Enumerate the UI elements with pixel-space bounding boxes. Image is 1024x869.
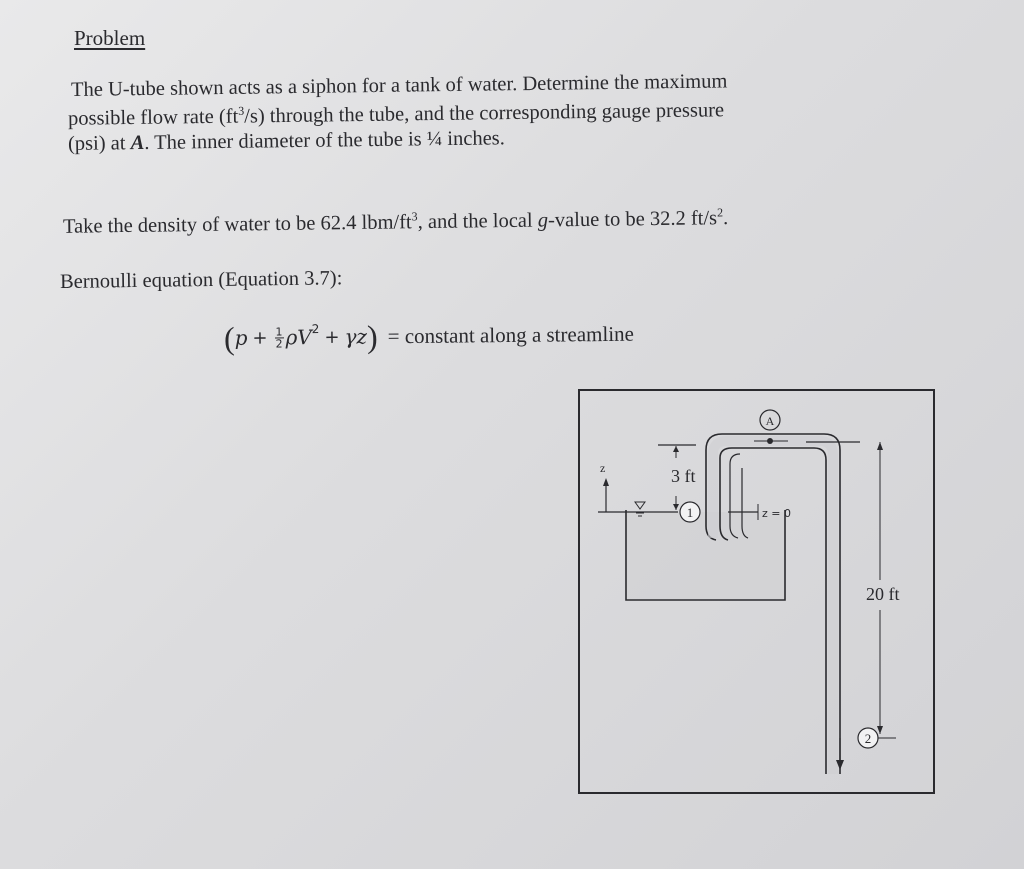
eq-p: p	[234, 325, 248, 350]
eq-rhs: = constant along a streamline	[387, 321, 635, 348]
dim-arrow-icon	[673, 446, 679, 452]
superscript: 3	[411, 209, 418, 224]
density-text: Take the density of water to be 62.4 lbm/ft	[62, 211, 412, 238]
eq-frac-den: 2	[275, 336, 283, 350]
problem-heading: Problem	[74, 26, 146, 50]
z-label: z	[600, 461, 606, 475]
bernoulli-equation	[224, 318, 634, 354]
problem-text: . The inner diameter of the tube is ¼ inches.	[144, 127, 505, 155]
g-symbol: g	[537, 209, 549, 232]
density-text: , and the local	[417, 209, 538, 234]
eq-fraction	[274, 326, 283, 349]
z-axis-arrow-icon	[603, 478, 609, 486]
problem-text: /s) through the tube, and the corresponding gauge pressure	[244, 99, 725, 128]
point-a-dot	[767, 438, 773, 444]
siphon-diagram	[578, 388, 936, 796]
label-1: 1	[686, 505, 694, 520]
label-3ft: 3 ft	[671, 466, 696, 486]
eq-frac-num: 1	[275, 324, 283, 338]
free-surface-icon	[635, 502, 645, 509]
superscript: 3	[238, 103, 245, 118]
tube-outer-wall	[706, 434, 840, 774]
density-text: .	[722, 207, 729, 230]
label-z0: z = 0	[762, 507, 791, 520]
eq-open-paren: (	[223, 319, 235, 356]
density-text: -value to be 32.2 ft/s	[547, 207, 718, 232]
eq-gz: γz	[344, 324, 368, 349]
tube-water	[713, 441, 833, 774]
bernoulli-label: Bernoulli equation (Equation 3.7):	[59, 267, 343, 293]
problem-text: (psi) at	[67, 132, 131, 155]
eq-sup: 2	[311, 322, 320, 337]
tube-inner-wall	[720, 448, 826, 774]
eq-plus: +	[252, 327, 268, 349]
superscript: 2	[716, 205, 724, 220]
dim-arrow-icon	[673, 504, 679, 510]
dim-arrow-icon	[877, 442, 883, 450]
label-20ft: 20 ft	[866, 584, 900, 604]
problem-text-line-2	[68, 98, 724, 129]
dim-arrow-icon	[877, 726, 883, 734]
label-a: A	[765, 414, 775, 428]
problem-text-line-3	[68, 128, 505, 154]
problem-text-line-1	[71, 71, 728, 100]
problem-text: possible flow rate (ft	[67, 105, 239, 130]
density-statement	[63, 206, 729, 237]
eq-close-paren: )	[366, 318, 378, 355]
problem-text: The U-tube shown acts as a siphon for a tank of water. Determine the maximum	[70, 70, 728, 101]
eq-plus: +	[324, 326, 340, 348]
label-2: 2	[864, 731, 872, 746]
eq-rhoV: ρV	[285, 325, 312, 350]
point-a-ref: A	[130, 132, 145, 155]
